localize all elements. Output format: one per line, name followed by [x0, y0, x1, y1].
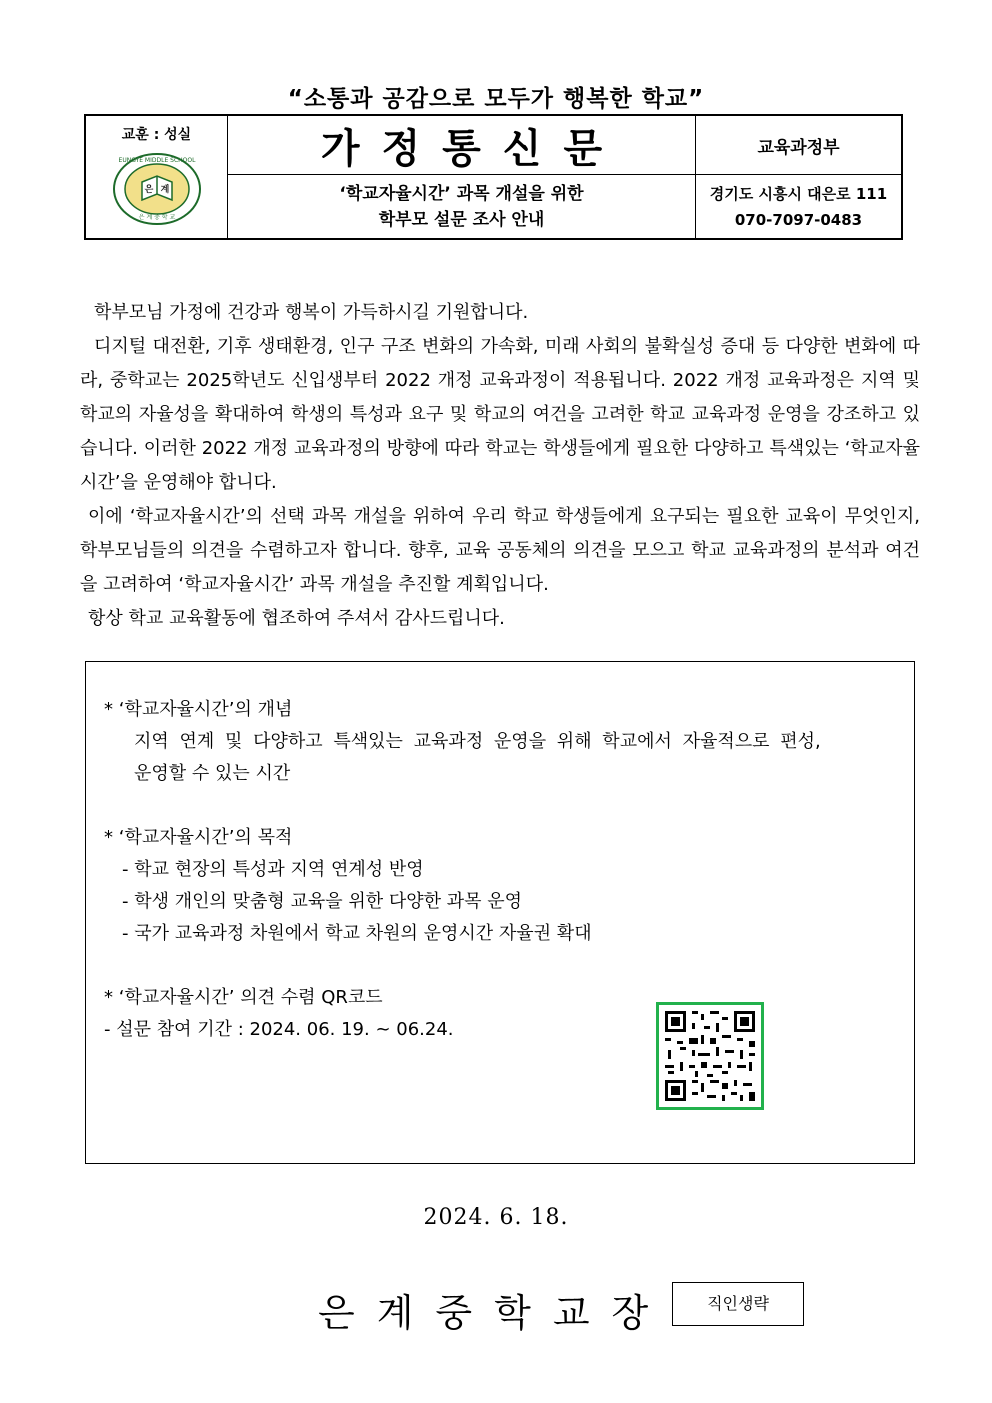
logo-ring-text: EUNGYE MIDDLE SCHOOL [118, 157, 195, 164]
newsletter-header [84, 114, 903, 240]
logo-cell [85, 115, 228, 239]
greeting-paragraph: 학부모님 가정에 건강과 행복이 가득하시길 기원합니다. [94, 302, 529, 323]
qr-heading: * ‘학교자율시간’ 의견 수렴 QR코드 [104, 987, 383, 1008]
document-subtitle [228, 175, 696, 240]
survey-period: - 설문 참여 기간 : 2024. 06. 19. ~ 06.24. [104, 1019, 454, 1040]
purpose-item: - 학교 현장의 특성과 지역 연계성 반영 [122, 859, 424, 880]
concept-line-1: 지역 연계 및 다양하고 특색있는 교육과정 운영을 위해 학교에서 자율적으로 편성, [134, 731, 821, 752]
seal-omitted-stamp: 직인생략 [672, 1282, 804, 1326]
subtitle-line-2: 학부모 설문 조사 안내 [378, 209, 545, 230]
document-title: 가정통신문 [228, 115, 696, 175]
background-paragraph: 디지털 대전환, 기후 생태환경, 인구 구조 변화의 가속화, 미래 사회의 불확실성 증대 등 다양한 변화에 따라, 중학교는 2025학년도 신입생부터 2022 개정 교육과정이 적용됩니다. 2022 개정 교육과정은 지역 및 학교의 자율성을 확대하여 학생의 특성과 요구 및 학교의 여건을 고려한 학교 교육과정 운영을 강조하고 있습니다. 이러한 2022 개정 교육과정의 방향에 따라 학교는 학생들에게 필요한 다양하고 특색있는 ‘학교자율시간’을 운영해야 합니다. [80, 336, 920, 493]
issue-date: 2024. 6. 18. [423, 1205, 569, 1230]
concept-line-2: 운영할 수 있는 시간 [134, 763, 291, 784]
school-phone: 070-7097-0483 [734, 210, 863, 229]
purpose-item: - 국가 교육과정 차원에서 학교 차원의 운영시간 자율권 확대 [122, 923, 592, 944]
purpose-item: - 학생 개인의 맞춤형 교육을 위한 다양한 과목 운영 [122, 891, 523, 912]
school-motto-label: 교훈 : 성실 [121, 127, 192, 143]
logo-left-char: 은 [144, 185, 153, 195]
school-address: 경기도 시흥시 대은로 111 [709, 184, 888, 203]
concept-heading: * ‘학교자율시간’의 개념 [104, 699, 293, 720]
closing-paragraph: 항상 학교 교육활동에 협조하여 주셔서 감사드립니다. [88, 608, 505, 629]
logo-bottom-text: 은 계 중 학 교 [138, 214, 175, 221]
school-logo [112, 152, 202, 226]
purpose-heading: * ‘학교자율시간’의 목적 [104, 827, 293, 848]
logo-right-char: 계 [160, 185, 169, 195]
subtitle-line-1: ‘학교자율시간’ 과목 개설을 위한 [339, 183, 584, 204]
department-name: 교육과정부 [696, 115, 903, 175]
survey-qr-code[interactable] [656, 1002, 764, 1110]
info-box [85, 661, 915, 1164]
principal-signature: 은계중학교장 [318, 1291, 671, 1335]
contact-info [696, 175, 903, 240]
letter-body [80, 296, 920, 636]
school-motto-banner: “소통과 공감으로 모두가 행복한 학교” [287, 86, 705, 112]
purpose-paragraph: 이에 ‘학교자율시간’의 선택 과목 개설을 위하여 우리 학교 학생들에게 요구되는 필요한 교육이 무엇인지, 학부모님들의 의견을 수렴하고자 합니다. 향후, 교육 공동체의 의견을 모으고 학교 교육과정의 분석과 여건을 고려하여 ‘학교자율시간’ 과목 개설을 추진할 계획입니다. [80, 506, 920, 595]
